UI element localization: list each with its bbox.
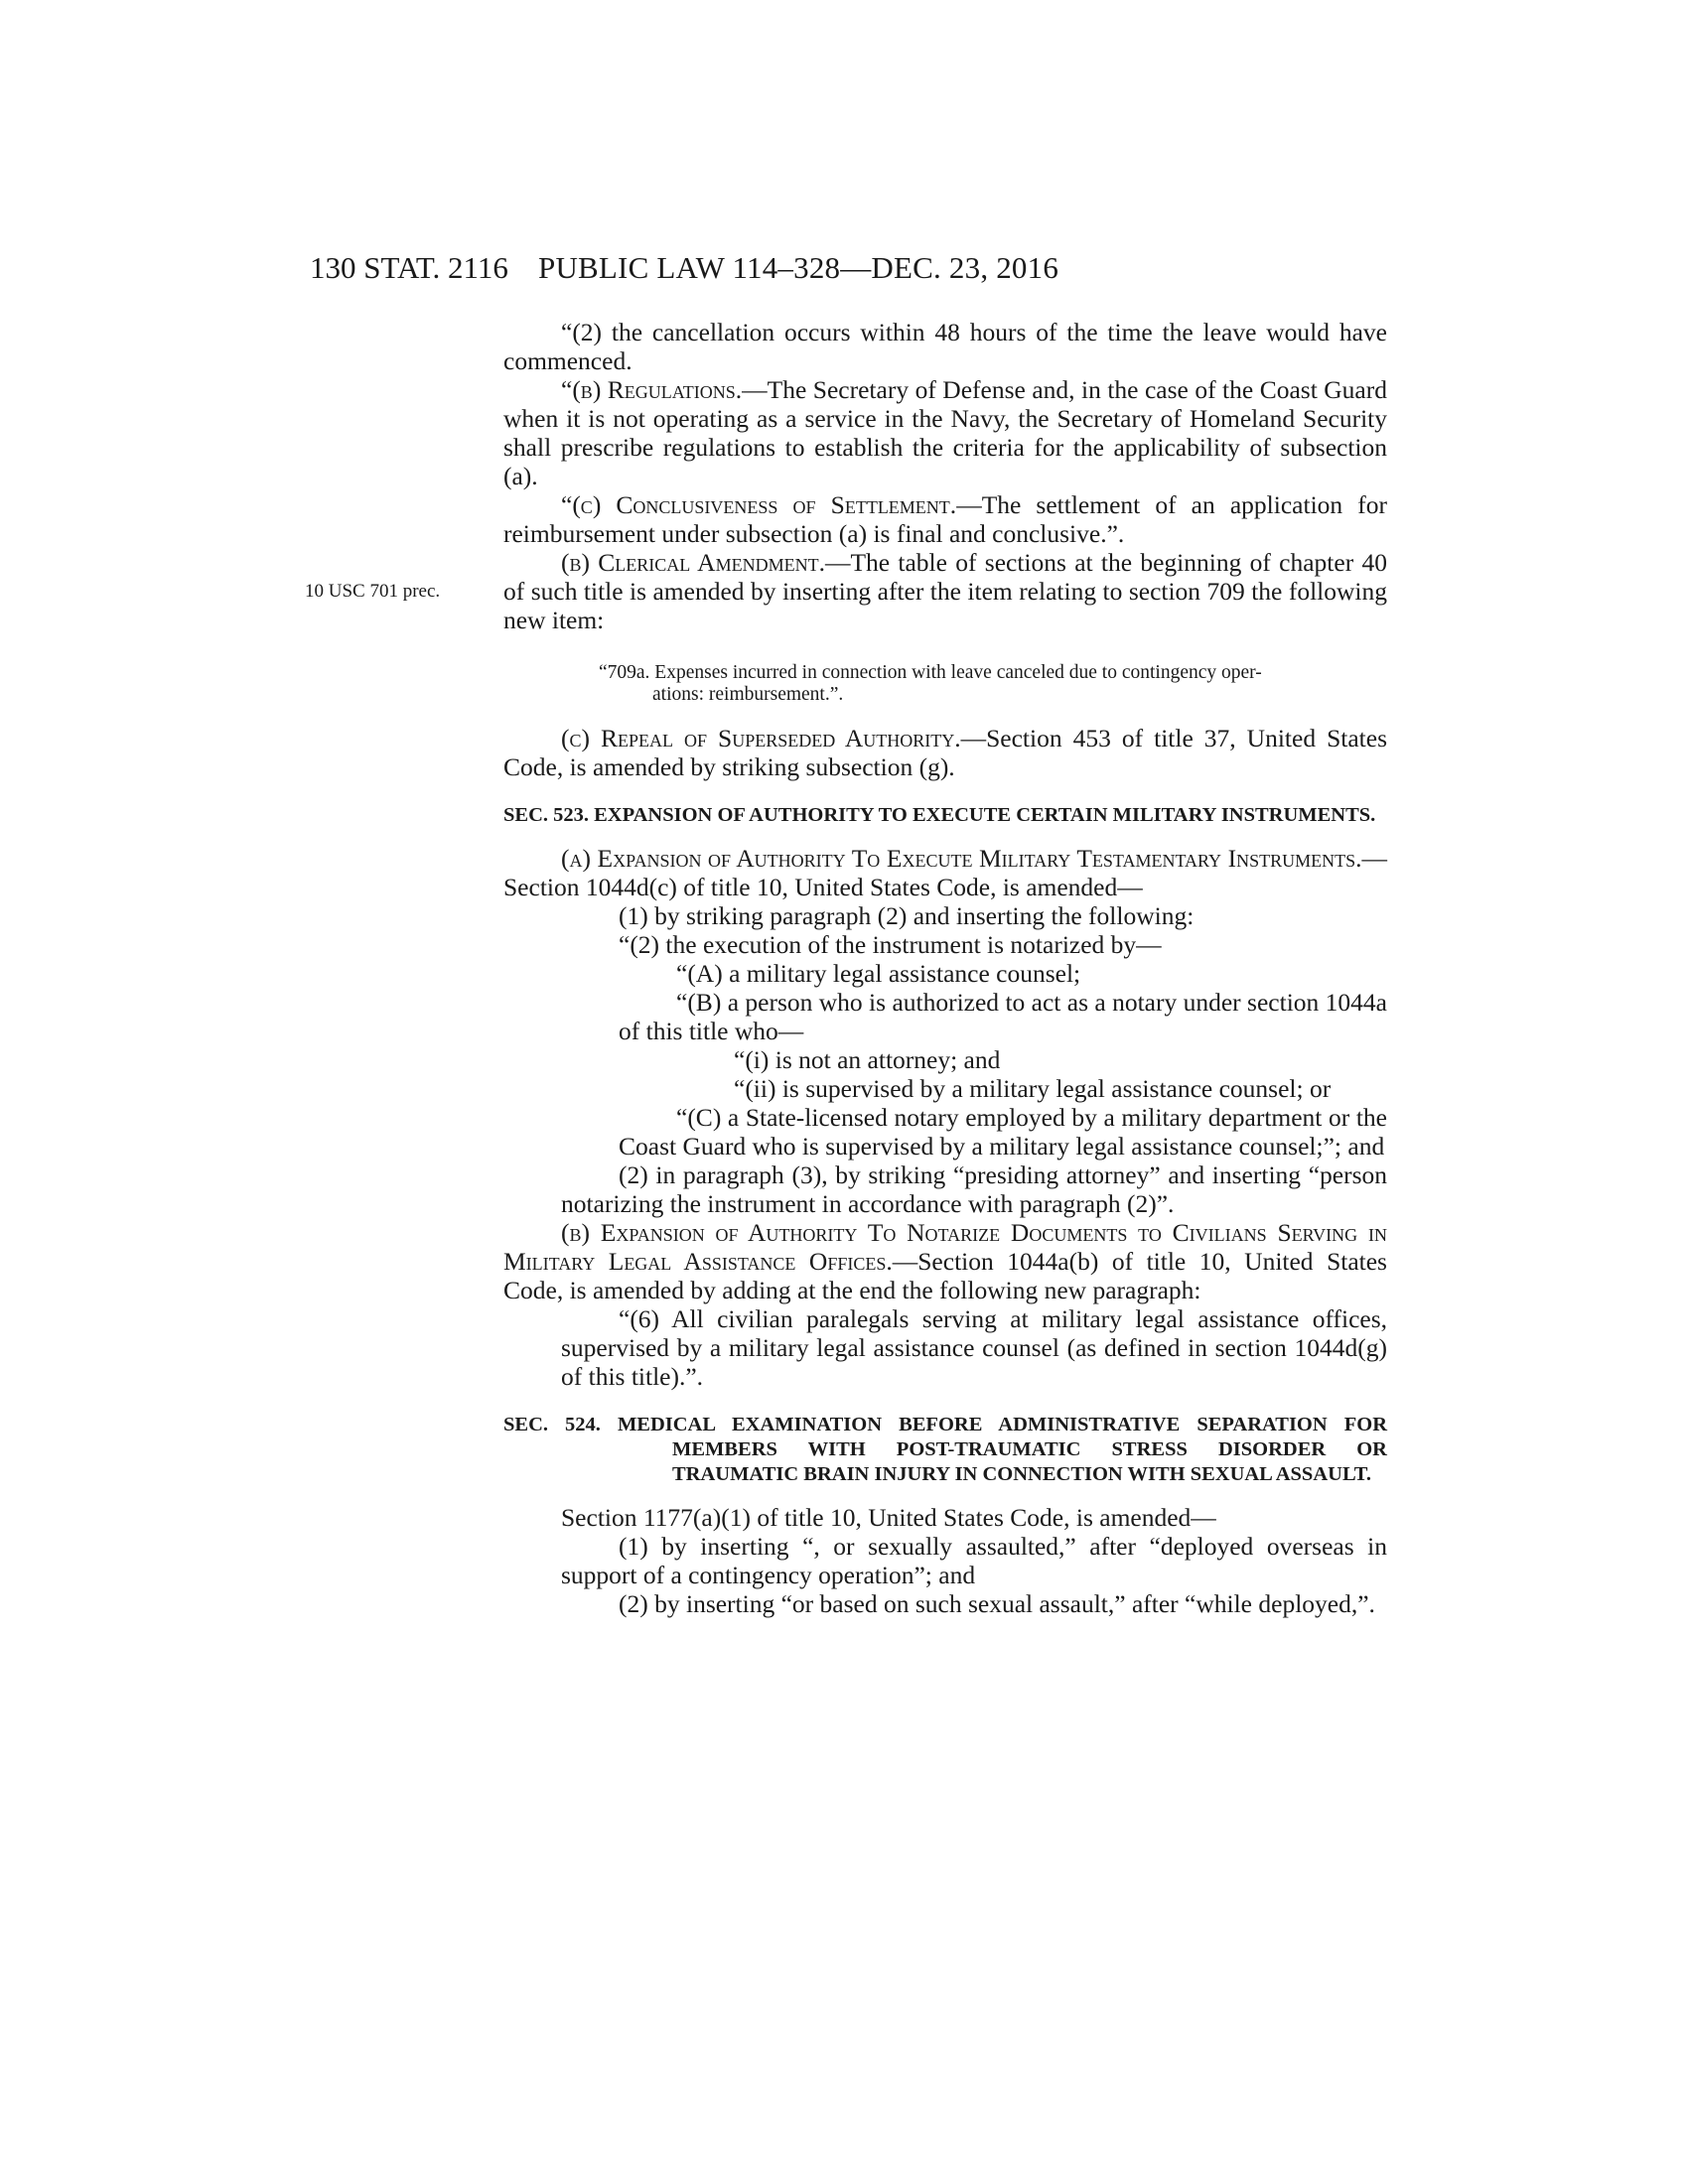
paragraph-text: —Section 453 of title 37, United States Code, is amended by striking subsection (g). <box>503 724 1387 781</box>
paragraph <box>503 844 1387 901</box>
paragraph: Section 1177(a)(1) of title 10, United States Code, is amended— <box>561 1503 1216 1532</box>
section-heading-524: SEC. 524. MEDICAL EXAMINATION BEFORE ADMINISTRATIVE SEPARATION FOR MEMBERS WITH POST-TRAUMATIC STRESS DISORDER OR TRAUMATIC BRAIN INJURY IN CONNECTION WITH SEXUAL ASSAULT. <box>503 1414 1387 1485</box>
paragraph-text: —Section 1044a(b) of title 10, United States Code, is amended by adding at the end the following new paragraph: <box>503 1247 1387 1304</box>
paragraph: (2) in paragraph (3), by striking “presiding attorney” and inserting “person notarizing the instrument in accordance with paragraph (2)”. <box>561 1160 1387 1218</box>
paragraph-heading: (b) Expansion of Authority To Notarize Documents to Civilians Serving in Military Legal Assistance Offices. <box>503 1218 1387 1276</box>
paragraph: “(C) a State-licensed notary employed by a military department or the Coast Guard who is supervised by a military legal assistance counsel;”; and <box>619 1103 1387 1160</box>
paragraph: “(B) a person who is authorized to act as a notary under section 1044a of this title who— <box>619 988 1387 1045</box>
paragraph-text: —Section 1044d(c) of title 10, United States Code, is amended— <box>503 844 1387 901</box>
document-body <box>305 318 1387 1618</box>
paragraph: “(2) the cancellation occurs within 48 hours of the time the leave would have commenced. <box>503 318 1387 375</box>
paragraph: (1) by inserting “, or sexually assaulted,” after “deployed overseas in support of a contingency operation”; and <box>561 1532 1387 1589</box>
section-heading-523: SEC. 523. EXPANSION OF AUTHORITY TO EXECUTE CERTAIN MILITARY INSTRUMENTS. <box>503 804 1376 826</box>
statute-page-number: 130 STAT. 2116 <box>310 250 508 285</box>
paragraph: (2) by inserting “or based on such sexual assault,” after “while deployed,”. <box>619 1589 1375 1618</box>
paragraph <box>503 548 1387 634</box>
margin-citation: 10 USC 701 prec. <box>305 581 441 602</box>
paragraph: “(2) the execution of the instrument is notarized by— <box>619 930 1162 959</box>
paragraph <box>503 724 1387 781</box>
paragraph-text: —The table of sections at the beginning of chapter 40 of such title is amended by inserting after the item relating to section 709 the following new item: <box>503 548 1387 634</box>
paragraph-text: —The Secretary of Defense and, in the case of the Coast Guard when it is not operating as a service in the Navy, the Secretary of Homeland Security shall prescribe regulations to establish the criteria for the applicability of subsection (a). <box>503 375 1387 490</box>
paragraph-heading: (c) Repeal of Superseded Authority. <box>561 724 961 752</box>
public-law-title: PUBLIC LAW 114–328—DEC. 23, 2016 <box>538 250 1059 285</box>
paragraph-heading: “(c) Conclusiveness of Settlement. <box>561 490 957 519</box>
paragraph-heading: (b) Clerical Amendment. <box>561 548 825 577</box>
paragraph-text: —The settlement of an application for reimbursement under subsection (a) is final and conclusive.”. <box>503 490 1387 548</box>
paragraph <box>503 490 1387 548</box>
paragraph: (1) by striking paragraph (2) and inserting the following: <box>619 901 1195 930</box>
table-of-sections-item: “709a. Expenses incurred in connection with leave canceled due to contingency oper- ations: reimbursement.”. <box>599 662 1262 705</box>
paragraph-with-margin-note <box>305 548 1387 634</box>
paragraph-heading: “(b) Regulations. <box>561 375 743 404</box>
page-header <box>310 248 1392 288</box>
paragraph <box>503 1218 1387 1304</box>
paragraph <box>503 375 1387 490</box>
paragraph: “(6) All civilian paralegals serving at military legal assistance offices, supervised by a military legal assistance counsel (as defined in section 1044d(g) of this title).”. <box>561 1304 1387 1391</box>
paragraph: “(ii) is supervised by a military legal assistance counsel; or <box>734 1074 1332 1103</box>
paragraph: “(A) a military legal assistance counsel; <box>676 959 1081 988</box>
paragraph: “(i) is not an attorney; and <box>734 1045 1001 1074</box>
paragraph-heading: (a) Expansion of Authority To Execute Military Testamentary Instruments. <box>561 844 1362 873</box>
